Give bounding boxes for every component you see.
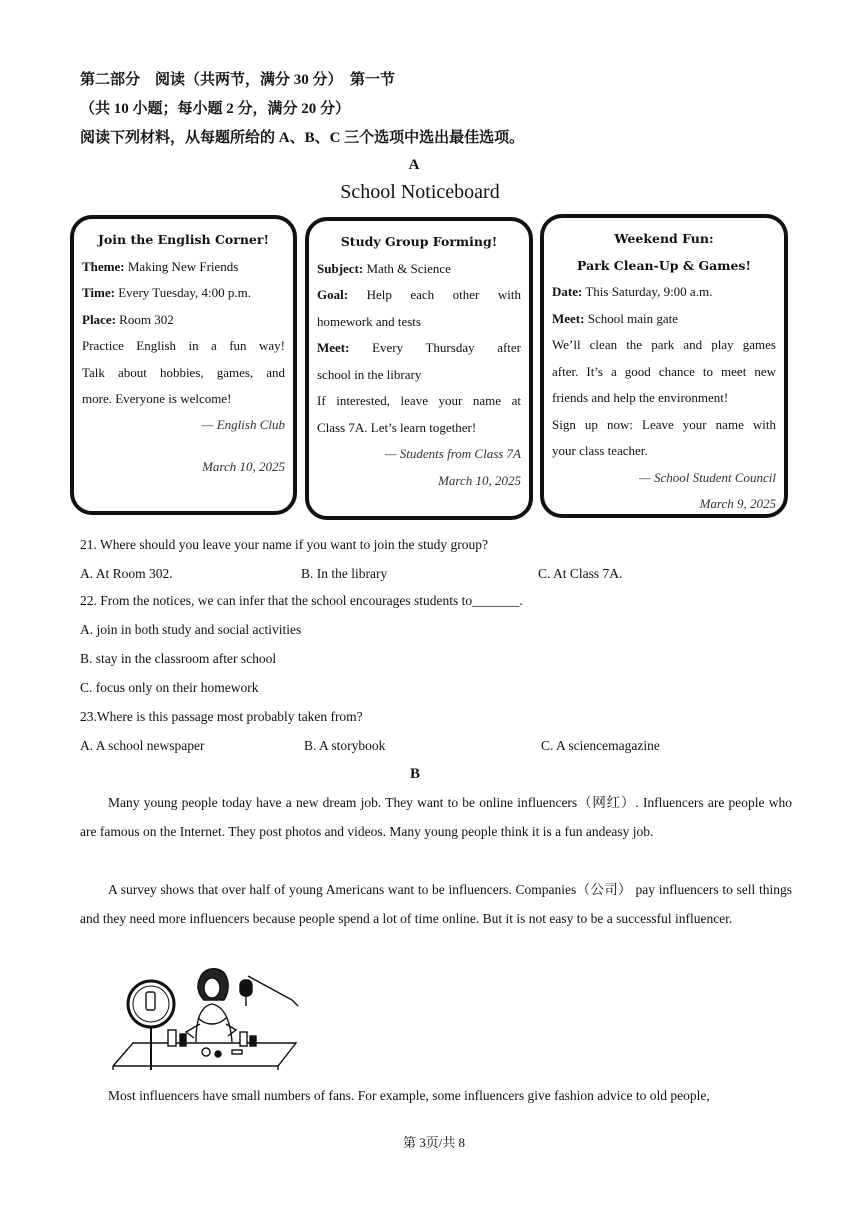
notice-subject: Subject: Math & Science — [317, 260, 451, 276]
notice-meet-cont: school in the library — [317, 366, 422, 382]
notice-signature: — School Student Council — [639, 469, 776, 485]
option-21-a[interactable]: A. At Room 302. — [80, 566, 173, 581]
option-23-c[interactable]: C. A sciencemagazine — [541, 738, 660, 753]
instructions: 阅读下列材料，从每题所给的 A、B、C 三个选项中选出最佳选项。 — [80, 130, 525, 146]
notice-study-group — [305, 217, 533, 520]
notice-signature: — English Club — [201, 416, 285, 432]
notice-body-line: your class teacher. — [552, 443, 648, 458]
notice-body-line: We’ll clean the park and play games — [552, 337, 776, 352]
notice-body-line: Class 7A. Let’s learn together! — [317, 419, 477, 435]
notice-time: Time: Every Tuesday, 4:00 p.m. — [82, 285, 252, 300]
notice-date: March 9, 2025 — [699, 496, 776, 511]
option-21-b[interactable]: B. In the library — [301, 566, 388, 581]
notice-date: March 10, 2025 — [438, 472, 521, 488]
question-22: 22. From the notices, we can infer that the school encourages students to_______. — [80, 593, 523, 608]
section-heading: 第二部分 阅读（共两节，满分 30 分） 第一节 — [80, 72, 396, 88]
option-22-c[interactable]: C. focus only on their homework — [80, 680, 259, 695]
option-22-b[interactable]: B. stay in the classroom after school — [80, 651, 277, 666]
notice-body-line: Sign up now: Leave your name with — [552, 416, 776, 432]
option-22-a[interactable]: A. join in both study and social activities — [80, 622, 302, 637]
notice-body-line: friends and help the environment! — [552, 390, 729, 405]
notice-meet: Meet: School main gate — [552, 310, 678, 326]
notice-body-line: Practice English in a fun way! — [82, 338, 285, 353]
notice-subtitle: Park Clean-Up & Games! — [577, 257, 751, 273]
notice-body-line: If interested, leave your name at — [317, 393, 521, 408]
question-21: 21. Where should you leave your name if you want to join the study group? — [80, 537, 489, 552]
option-23-b[interactable]: B. A storybook — [304, 738, 386, 753]
notice-signature: — Students from Class 7A — [384, 446, 521, 461]
notice-title: Study Group Forming! — [340, 234, 498, 249]
notice-date: March 10, 2025 — [202, 458, 285, 474]
option-21-c[interactable]: C. At Class 7A. — [538, 566, 623, 581]
notice-date-line: Date: This Saturday, 9:00 a.m. — [552, 284, 713, 299]
notice-english-corner — [70, 215, 297, 515]
noticeboard-title: School Noticeboard — [340, 181, 500, 203]
notice-place: Place: Room 302 — [82, 311, 174, 327]
notice-title: Join the English Corner! — [98, 232, 269, 247]
option-23-a[interactable]: A. A school newspaper — [80, 738, 205, 753]
notice-weekend-fun — [540, 214, 788, 518]
passage-a-label: A — [408, 157, 420, 173]
page-number: 第 3页/共 8 — [402, 1135, 466, 1150]
passage-b-label: B — [409, 766, 420, 782]
notice-theme: Theme: Making New Friends — [82, 258, 239, 274]
passage-b-paragraph-2: A survey shows that over half of young Americans want to be influencers. Companies（公司） pay influencers to sell things and they need more influencers because people spend a lot of time online. But it is not easy to be a successful influencer. — [80, 882, 792, 926]
passage-b-paragraph-1: Many young people today have a new dream job. They want to be online influencers（网红）. Influencers are people who are famous on the Internet. They post photos and videos. Many young people think it is a fun andeasy job. — [80, 795, 792, 839]
notice-goal: Goal: Help each other with — [317, 287, 522, 302]
notice-meet: Meet: Every Thursday after — [317, 340, 522, 355]
notice-body-line: after. It’s a good chance to meet new — [552, 363, 776, 379]
question-23: 23.Where is this passage most probably taken from? — [80, 709, 363, 724]
notice-goal-cont: homework and tests — [317, 313, 421, 329]
notice-body-line: Talk about hobbies, games, and — [82, 364, 285, 380]
influencer-illustration — [108, 966, 300, 1076]
notice-title: Weekend Fun: — [614, 231, 714, 246]
notice-body-line: more. Everyone is welcome! — [82, 391, 232, 406]
section-scoring: （共 10 小题；每小题 2 分，满分 20 分） — [80, 101, 351, 117]
passage-b-paragraph-3: Most influencers have small numbers of fans. For example, some influencers give fashion advice to old people, — [108, 1088, 710, 1103]
